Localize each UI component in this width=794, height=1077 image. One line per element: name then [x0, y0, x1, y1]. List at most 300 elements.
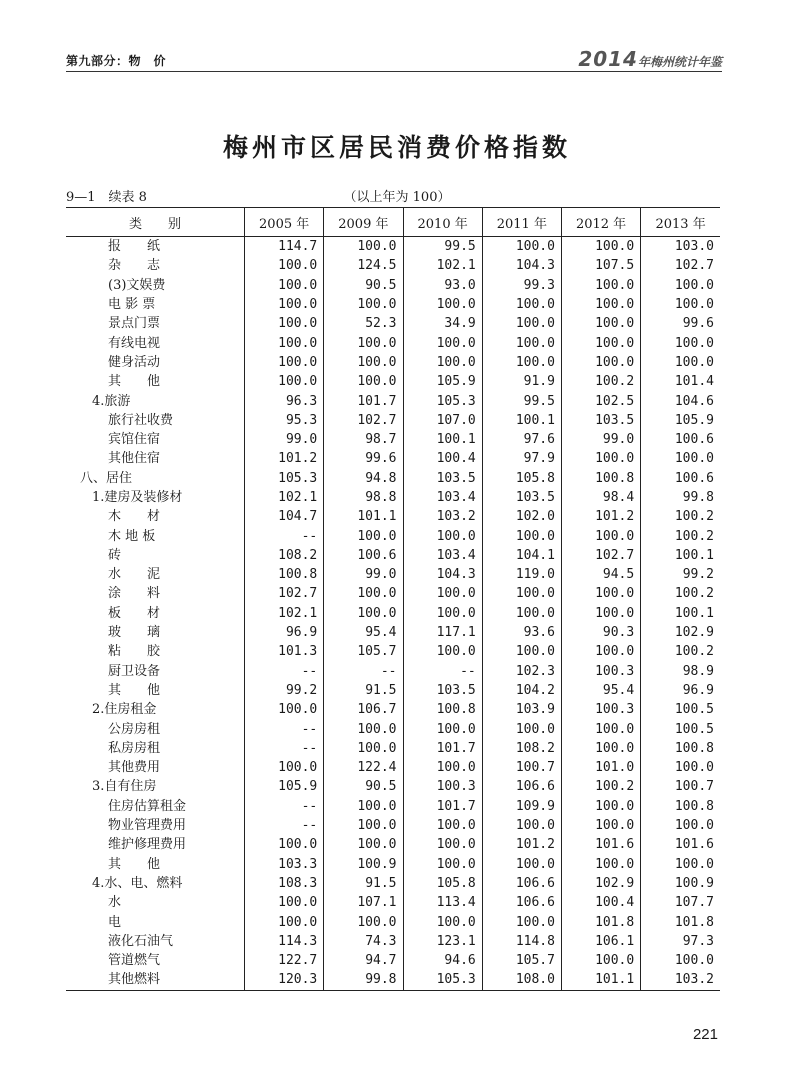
index-value: 99.6: [641, 314, 720, 333]
index-value: --: [245, 739, 324, 758]
category-label: 维护修理费用: [108, 837, 187, 853]
index-value: 93.6: [482, 623, 561, 642]
index-value: 101.6: [561, 835, 640, 854]
index-value: 100.3: [561, 700, 640, 719]
index-value: 100.1: [641, 604, 720, 623]
table-row: [66, 855, 720, 874]
category-label: 玻 璃: [108, 625, 161, 641]
index-value: 99.3: [482, 276, 561, 295]
index-value: 99.0: [245, 430, 324, 449]
index-value: 100.0: [482, 642, 561, 661]
index-value: 123.1: [403, 932, 482, 951]
index-value: 102.7: [561, 546, 640, 565]
index-value: 103.4: [403, 488, 482, 507]
index-value: 101.2: [482, 835, 561, 854]
index-value: 100.0: [561, 855, 640, 874]
index-value: 100.0: [641, 816, 720, 835]
index-value: 100.0: [482, 584, 561, 603]
index-value: 95.4: [324, 623, 403, 642]
index-value: 104.2: [482, 681, 561, 700]
index-value: 101.8: [561, 912, 640, 931]
index-value: 100.0: [403, 333, 482, 352]
index-value: 105.9: [641, 411, 720, 430]
table-row: [66, 893, 720, 912]
index-value: 100.0: [324, 835, 403, 854]
index-value: 100.0: [324, 333, 403, 352]
index-value: 94.7: [324, 951, 403, 970]
category-label: 报 纸: [108, 239, 161, 255]
category-label: 厨卫设备: [108, 663, 161, 679]
index-value: 102.7: [245, 584, 324, 603]
index-value: 105.7: [482, 951, 561, 970]
table-row: [66, 642, 720, 661]
base-note: （以上年为 100）: [343, 190, 451, 205]
category-label: 水: [108, 895, 122, 911]
index-value: 100.2: [641, 642, 720, 661]
index-value: 100.0: [561, 237, 640, 257]
index-value: 100.0: [561, 449, 640, 468]
yearbook-name: 年梅州统计年鉴: [637, 55, 722, 69]
index-value: 103.5: [561, 411, 640, 430]
category-label: 宾馆住宿: [108, 432, 161, 448]
category-label: 其他住宿: [108, 451, 161, 467]
index-value: 100.0: [324, 797, 403, 816]
index-value: 100.0: [403, 816, 482, 835]
index-value: 103.5: [482, 488, 561, 507]
index-value: 94.8: [324, 469, 403, 488]
index-value: 100.6: [641, 430, 720, 449]
table-row: [66, 623, 720, 642]
category-label: 杂 志: [108, 258, 161, 274]
index-value: 100.0: [482, 295, 561, 314]
index-value: --: [403, 662, 482, 681]
column-header: 类 别: [66, 208, 245, 237]
index-value: 104.3: [482, 256, 561, 275]
table-row: [66, 584, 720, 603]
index-value: 98.4: [561, 488, 640, 507]
index-value: 100.4: [403, 449, 482, 468]
table-row: [66, 662, 720, 681]
index-value: 94.6: [403, 951, 482, 970]
index-value: 100.0: [324, 816, 403, 835]
index-value: --: [245, 719, 324, 738]
index-value: 97.6: [482, 430, 561, 449]
index-value: 100.7: [482, 758, 561, 777]
index-value: 108.2: [245, 546, 324, 565]
column-header: 2010 年: [403, 208, 482, 237]
table-row: [66, 816, 720, 835]
index-value: 94.5: [561, 565, 640, 584]
column-header: 2005 年: [245, 208, 324, 237]
index-value: 100.6: [641, 469, 720, 488]
index-value: 100.0: [245, 912, 324, 931]
category-label: (3)文娱费: [108, 277, 166, 293]
category-label: 砖: [108, 547, 122, 563]
index-value: 100.0: [324, 353, 403, 372]
index-value: 101.2: [561, 507, 640, 526]
page-title: 梅州市区居民消费价格指数: [222, 133, 571, 162]
index-value: 100.2: [561, 777, 640, 796]
index-value: 100.0: [403, 642, 482, 661]
category-label: 公房房租: [108, 721, 161, 737]
index-value: 99.2: [641, 565, 720, 584]
index-value: 99.8: [641, 488, 720, 507]
index-value: 108.2: [482, 739, 561, 758]
index-value: 102.9: [641, 623, 720, 642]
index-value: 91.9: [482, 372, 561, 391]
index-value: 96.9: [641, 681, 720, 700]
table-row: [66, 411, 720, 430]
index-value: 100.0: [641, 758, 720, 777]
index-value: 100.0: [324, 295, 403, 314]
index-value: 103.0: [641, 237, 720, 257]
index-value: 101.8: [641, 912, 720, 931]
index-value: 100.0: [403, 353, 482, 372]
index-value: 100.0: [324, 739, 403, 758]
index-value: 102.0: [482, 507, 561, 526]
index-value: 100.0: [403, 295, 482, 314]
index-value: 100.0: [245, 276, 324, 295]
index-value: 100.0: [561, 604, 640, 623]
index-value: 100.0: [324, 719, 403, 738]
index-value: 102.1: [403, 256, 482, 275]
category-label: 其他燃料: [66, 970, 245, 990]
index-value: 99.5: [403, 237, 482, 257]
category-label: 木 地 板: [108, 528, 156, 544]
table-row: [66, 314, 720, 333]
index-value: 90.5: [324, 276, 403, 295]
index-value: 106.6: [482, 777, 561, 796]
index-value: 95.4: [561, 681, 640, 700]
table-row: [66, 256, 720, 275]
table-id: 9—1 续表 8: [66, 190, 147, 205]
category-label: 其 他: [108, 682, 161, 698]
category-label: 粘 胶: [108, 644, 161, 660]
index-value: 100.3: [403, 777, 482, 796]
index-value: 99.0: [561, 430, 640, 449]
category-label: 住房估算租金: [108, 798, 187, 814]
category-label: 1.建房及装修材: [92, 490, 183, 505]
index-value: 122.4: [324, 758, 403, 777]
index-value: 106.7: [324, 700, 403, 719]
price-index-table: [66, 207, 720, 991]
index-value: 101.7: [324, 391, 403, 410]
table-row: [66, 237, 720, 257]
index-value: 100.1: [403, 430, 482, 449]
index-value: 100.0: [482, 855, 561, 874]
index-value: 74.3: [324, 932, 403, 951]
index-value: --: [245, 797, 324, 816]
running-header-section: 第九部分：物 价: [66, 54, 167, 68]
index-value: 100.0: [641, 353, 720, 372]
index-value: 102.5: [561, 391, 640, 410]
index-value: 100.0: [245, 353, 324, 372]
index-value: 100.9: [324, 855, 403, 874]
index-value: 114.3: [245, 932, 324, 951]
index-value: 52.3: [324, 314, 403, 333]
index-value: 105.3: [403, 970, 482, 990]
index-value: 100.0: [403, 912, 482, 931]
index-value: 109.9: [482, 797, 561, 816]
index-value: 100.0: [482, 237, 561, 257]
index-value: 100.8: [641, 797, 720, 816]
index-value: --: [245, 816, 324, 835]
index-value: 100.2: [641, 584, 720, 603]
index-value: 100.0: [324, 604, 403, 623]
index-value: 104.1: [482, 546, 561, 565]
table-row: [66, 546, 720, 565]
index-value: 103.5: [403, 681, 482, 700]
category-label: 3.自有住房: [92, 779, 157, 795]
index-value: 107.7: [641, 893, 720, 912]
index-value: 100.0: [482, 604, 561, 623]
index-value: 114.7: [245, 237, 324, 257]
index-value: 100.0: [561, 526, 640, 545]
index-value: 100.6: [324, 546, 403, 565]
column-header: 2011 年: [482, 208, 561, 237]
category-label: 水 泥: [108, 567, 161, 583]
index-value: 100.0: [482, 719, 561, 738]
category-label: 其他费用: [108, 760, 161, 776]
index-value: 100.0: [403, 758, 482, 777]
index-value: 100.0: [482, 314, 561, 333]
index-value: 100.0: [561, 739, 640, 758]
category-label: 其 他: [108, 374, 161, 390]
index-value: 100.2: [561, 372, 640, 391]
index-value: 102.7: [641, 256, 720, 275]
index-value: 100.0: [324, 526, 403, 545]
index-value: 105.3: [403, 391, 482, 410]
category-label: 2.住房租金: [92, 702, 157, 718]
index-value: 100.0: [561, 816, 640, 835]
index-value: 99.8: [324, 970, 403, 990]
index-value: 100.0: [482, 912, 561, 931]
index-value: 98.7: [324, 430, 403, 449]
index-value: 103.3: [245, 855, 324, 874]
index-value: 102.7: [324, 411, 403, 430]
index-value: 101.1: [324, 507, 403, 526]
index-value: 100.0: [324, 372, 403, 391]
category-label: 物业管理费用: [108, 818, 187, 834]
table-row: [66, 353, 720, 372]
index-value: 100.0: [403, 719, 482, 738]
category-label: 液化石油气: [108, 933, 174, 949]
index-value: 96.9: [245, 623, 324, 642]
table-row: [66, 700, 720, 719]
table-row: [66, 739, 720, 758]
table-row: [66, 797, 720, 816]
index-value: 100.0: [324, 584, 403, 603]
category-label: 管道燃气: [108, 953, 161, 969]
index-value: 108.3: [245, 874, 324, 893]
index-value: 99.6: [324, 449, 403, 468]
index-value: 100.0: [641, 295, 720, 314]
table-row: [66, 488, 720, 507]
index-value: 106.6: [482, 874, 561, 893]
category-label: 有线电视: [108, 335, 161, 351]
index-value: 103.9: [482, 700, 561, 719]
index-value: 100.1: [482, 411, 561, 430]
index-value: 103.5: [403, 469, 482, 488]
index-value: 100.0: [561, 276, 640, 295]
category-label: 八、居住: [80, 470, 133, 486]
category-label: 景点门票: [108, 316, 161, 332]
index-value: 100.0: [482, 353, 561, 372]
index-value: 100.0: [403, 604, 482, 623]
table-row: [66, 932, 720, 951]
index-value: --: [245, 662, 324, 681]
index-value: 91.5: [324, 681, 403, 700]
index-value: 102.9: [561, 874, 640, 893]
index-value: 104.3: [403, 565, 482, 584]
index-value: 102.1: [245, 488, 324, 507]
index-value: 119.0: [482, 565, 561, 584]
index-value: 100.0: [245, 835, 324, 854]
table-row: [66, 777, 720, 796]
table-row: [66, 469, 720, 488]
index-value: 100.0: [245, 295, 324, 314]
table-row: [66, 719, 720, 738]
page-number: 221: [692, 1026, 718, 1043]
category-label: 木 材: [108, 509, 161, 525]
index-value: 100.0: [245, 893, 324, 912]
index-value: 100.5: [641, 700, 720, 719]
index-value: 101.6: [641, 835, 720, 854]
table-row: [66, 912, 720, 931]
index-value: 103.4: [403, 546, 482, 565]
index-value: 100.0: [561, 314, 640, 333]
index-value: 99.2: [245, 681, 324, 700]
index-value: 100.8: [245, 565, 324, 584]
table-row: [66, 391, 720, 410]
index-value: 113.4: [403, 893, 482, 912]
index-value: 105.3: [245, 469, 324, 488]
index-value: 99.5: [482, 391, 561, 410]
index-value: 102.1: [245, 604, 324, 623]
index-value: 107.0: [403, 411, 482, 430]
index-value: 100.0: [482, 526, 561, 545]
index-value: 97.9: [482, 449, 561, 468]
index-value: 34.9: [403, 314, 482, 333]
table-row: [66, 333, 720, 352]
index-value: 100.0: [403, 855, 482, 874]
index-value: 100.8: [403, 700, 482, 719]
table-row: [66, 295, 720, 314]
column-header: 2013 年: [641, 208, 720, 237]
index-value: 100.0: [403, 584, 482, 603]
index-value: 100.2: [641, 507, 720, 526]
index-value: 101.0: [561, 758, 640, 777]
index-value: 104.6: [641, 391, 720, 410]
index-value: 100.0: [561, 333, 640, 352]
index-value: 100.0: [561, 295, 640, 314]
index-value: 100.0: [561, 719, 640, 738]
index-value: 100.1: [641, 546, 720, 565]
index-value: 100.0: [561, 642, 640, 661]
table-row: [66, 526, 720, 545]
index-value: 122.7: [245, 951, 324, 970]
running-header-book: [578, 47, 722, 71]
index-value: 105.9: [245, 777, 324, 796]
index-value: 90.3: [561, 623, 640, 642]
index-value: 100.0: [561, 584, 640, 603]
table-header-row: [66, 208, 720, 237]
index-value: 105.8: [482, 469, 561, 488]
index-value: 100.0: [245, 700, 324, 719]
index-value: 101.7: [403, 797, 482, 816]
index-value: 100.4: [561, 893, 640, 912]
column-header: 2009 年: [324, 208, 403, 237]
index-value: 100.0: [245, 758, 324, 777]
yearbook-year: 2014: [578, 47, 638, 71]
index-value: 105.7: [324, 642, 403, 661]
index-value: --: [245, 526, 324, 545]
index-value: 100.0: [324, 237, 403, 257]
index-value: 100.0: [403, 835, 482, 854]
index-value: 100.8: [561, 469, 640, 488]
table-row: [66, 874, 720, 893]
index-value: 100.0: [245, 314, 324, 333]
category-label: 健身活动: [108, 354, 161, 370]
index-value: 103.2: [403, 507, 482, 526]
category-label: 4.旅游: [92, 393, 131, 409]
index-value: 108.0: [482, 970, 561, 990]
header-rule: [66, 71, 722, 72]
table-row: [66, 835, 720, 854]
category-label: 旅行社收费: [108, 412, 174, 428]
table-row: [66, 372, 720, 391]
index-value: 100.2: [641, 526, 720, 545]
index-value: 96.3: [245, 391, 324, 410]
index-value: 100.0: [641, 276, 720, 295]
category-label: 涂 料: [108, 586, 161, 602]
index-value: 100.9: [641, 874, 720, 893]
index-value: 101.1: [561, 970, 640, 990]
index-value: 100.0: [324, 912, 403, 931]
index-value: 100.0: [403, 526, 482, 545]
index-value: 100.7: [641, 777, 720, 796]
index-value: 100.8: [641, 739, 720, 758]
index-value: 98.8: [324, 488, 403, 507]
table-row: [66, 758, 720, 777]
index-value: 107.5: [561, 256, 640, 275]
index-value: 100.0: [482, 333, 561, 352]
index-value: 100.0: [245, 372, 324, 391]
table-row: [66, 970, 720, 990]
index-value: 105.9: [403, 372, 482, 391]
table-row: [66, 604, 720, 623]
index-value: 100.0: [561, 951, 640, 970]
category-label: 4.水、电、燃料: [92, 875, 183, 891]
index-value: 90.5: [324, 777, 403, 796]
index-value: 93.0: [403, 276, 482, 295]
column-header: 2012 年: [561, 208, 640, 237]
index-value: 117.1: [403, 623, 482, 642]
index-value: 124.5: [324, 256, 403, 275]
index-value: 100.0: [482, 816, 561, 835]
index-value: 100.0: [561, 353, 640, 372]
index-value: 97.3: [641, 932, 720, 951]
index-value: 100.0: [245, 256, 324, 275]
table-row: [66, 449, 720, 468]
index-value: 98.9: [641, 662, 720, 681]
table-row: [66, 276, 720, 295]
table-row: [66, 507, 720, 526]
category-label: 电: [108, 914, 122, 930]
index-value: 120.3: [245, 970, 324, 990]
category-label: 私房房租: [108, 740, 161, 756]
index-value: 106.6: [482, 893, 561, 912]
